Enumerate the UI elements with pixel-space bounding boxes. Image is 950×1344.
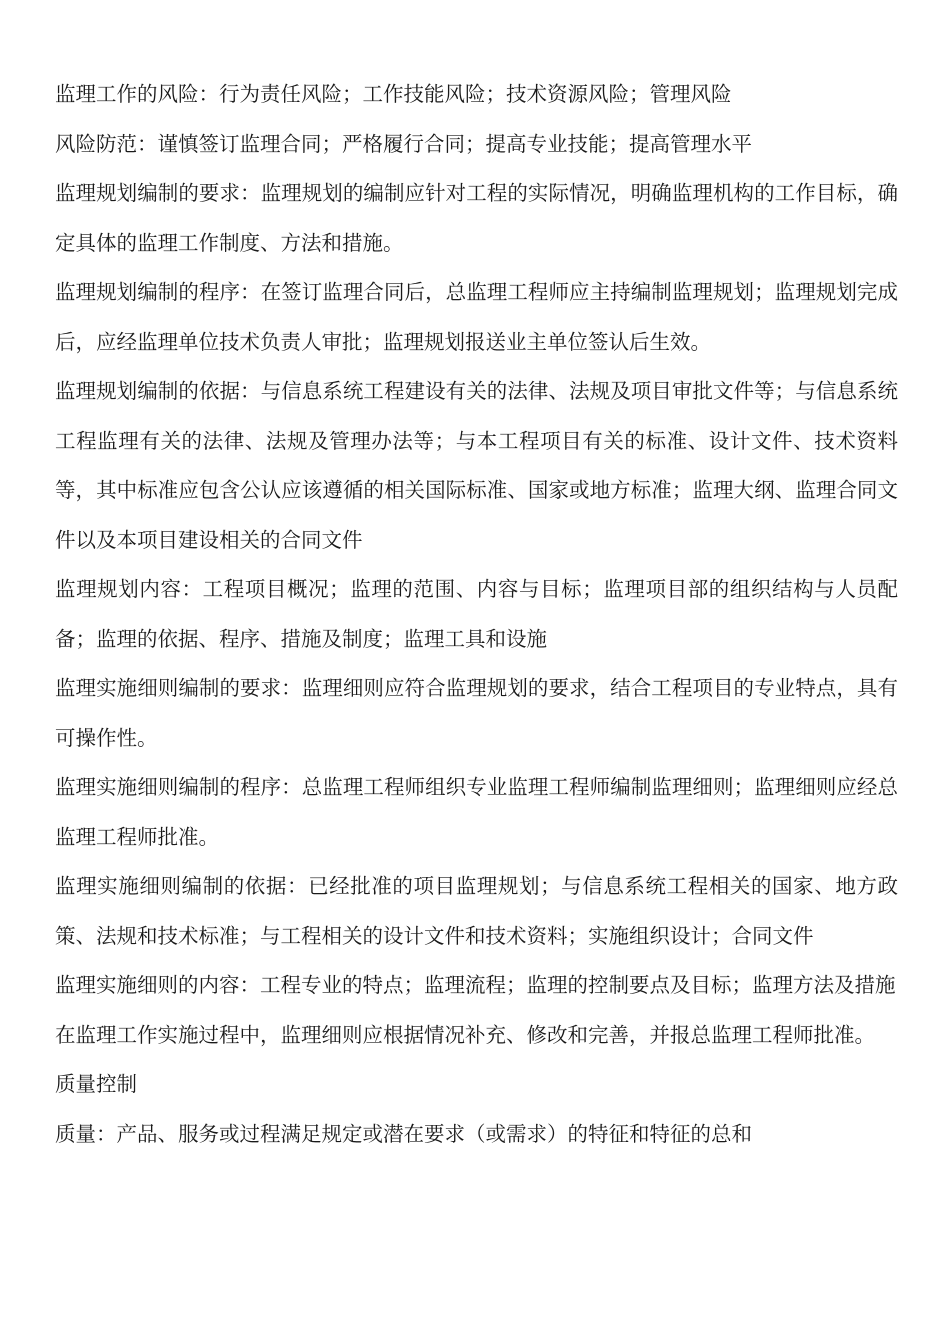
paragraph-plan-content: 监理规划内容：工程项目概况；监理的范围、内容与目标；监理项目部的组织结构与人员配备；监理的依据、程序、措施及制度；监理工具和设施	[55, 577, 898, 651]
paragraph-rules-basis: 监理实施细则编制的依据：已经批准的项目监理规划；与信息系统工程相关的国家、地方政策、法规和技术标准；与工程相关的设计文件和技术资料；实施组织设计；合同文件	[55, 874, 898, 948]
paragraph-rules-revision: 在监理工作实施过程中，监理细则应根据情况补充、修改和完善，并报总监理工程师批准。	[55, 1022, 875, 1047]
section-heading-quality-control: 质量控制	[55, 1072, 137, 1096]
paragraph-plan-requirements: 监理规划编制的要求：监理规划的编制应针对工程的实际情况，明确监理机构的工作目标，确定具体的监理工作制度、方法和措施。	[55, 181, 898, 255]
paragraph-quality-definition: 质量：产品、服务或过程满足规定或潜在要求（或需求）的特征和特征的总和	[55, 1121, 752, 1146]
paragraph-rules-procedure: 监理实施细则编制的程序：总监理工程师组织专业监理工程师编制监理细则；监理细则应经总监理工程师批准。	[55, 775, 898, 849]
paragraph-plan-basis: 监理规划编制的依据：与信息系统工程建设有关的法律、法规及项目审批文件等；与信息系统工程监理有关的法律、法规及管理办法等；与本工程项目有关的标准、设计文件、技术资料等，其中标准应包含公认应该遵循的相关国际标准、国家或地方标准；监理大纲、监理合同文件以及本项目建设相关的合同文件	[55, 379, 898, 552]
paragraph-rules-content: 监理实施细则的内容：工程专业的特点；监理流程；监理的控制要点及目标；监理方法及措施	[55, 973, 896, 997]
paragraph-plan-procedure: 监理规划编制的程序：在签订监理合同后，总监理工程师应主持编制监理规划；监理规划完成后，应经监理单位技术负责人审批；监理规划报送业主单位签认后生效。	[55, 280, 898, 354]
document-body	[55, 70, 898, 1159]
paragraph-work-risks: 监理工作的风险：行为责任风险；工作技能风险；技术资源风险；管理风险	[55, 82, 732, 106]
paragraph-risk-prevention: 风险防范：谨慎签订监理合同；严格履行合同；提高专业技能；提高管理水平	[55, 131, 752, 156]
paragraph-rules-requirements: 监理实施细则编制的要求：监理细则应符合监理规划的要求，结合工程项目的专业特点，具有可操作性。	[55, 676, 898, 750]
